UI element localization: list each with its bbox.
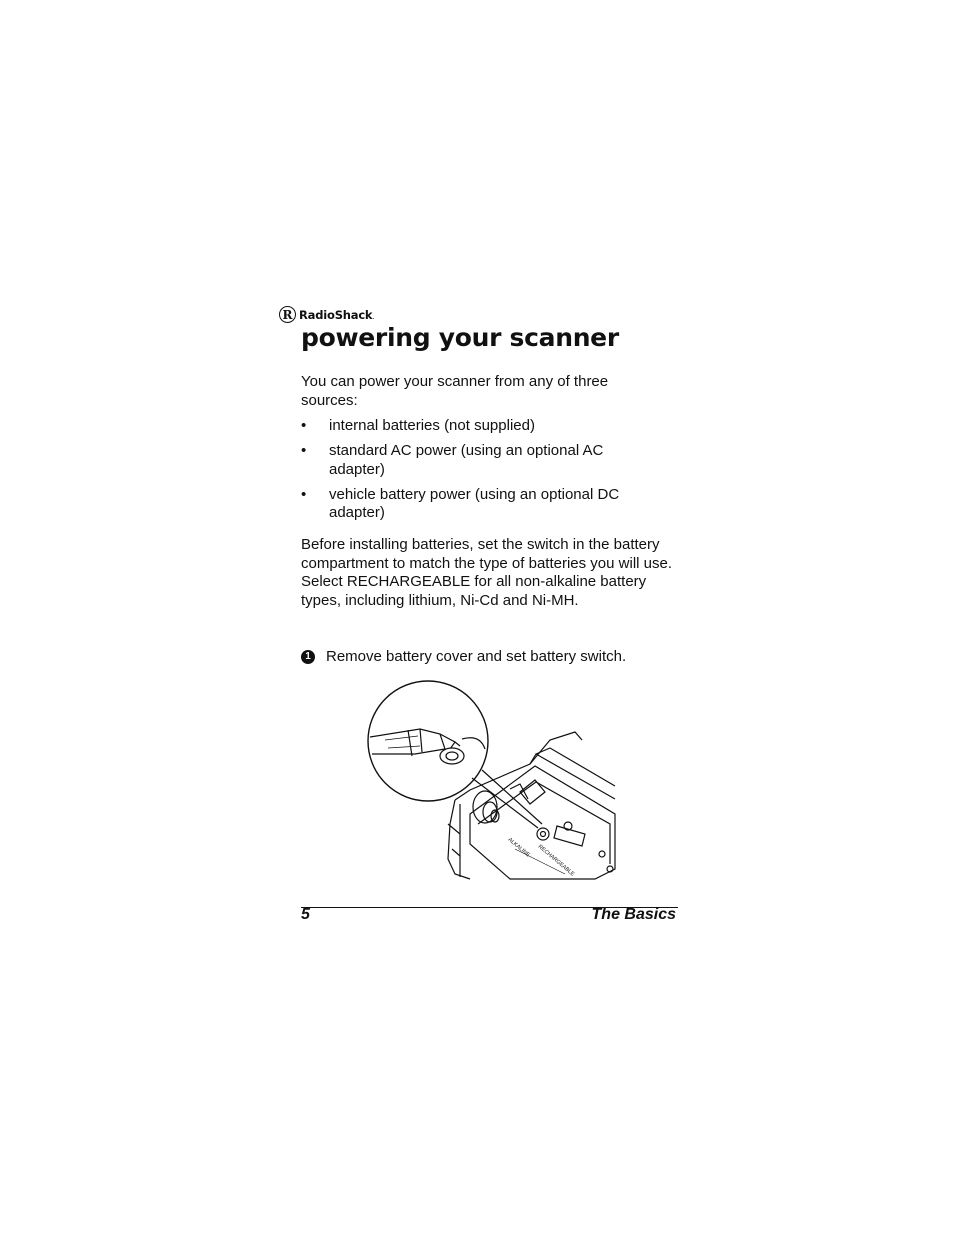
- section-name: The Basics: [591, 906, 676, 923]
- step-text: Remove battery cover and set battery switch.: [326, 648, 627, 665]
- radioshack-logo: [279, 306, 374, 323]
- list-item-text: standard AC power (using an optional AC adapter): [329, 442, 604, 478]
- battery-switch-paragraph: Before installing batteries, set the switch in the battery compartment to match the type of batteries you will use. Select RECHARGEABLE for all non-alkaline battery types, including lithium, Ni-Cd and Ni-MH.: [301, 536, 673, 609]
- list-item-text: vehicle battery power (using an optional DC adapter): [329, 485, 620, 521]
- logo-name: RadioShack: [299, 307, 373, 322]
- step-number-icon: 1: [301, 650, 315, 664]
- step-1: [301, 648, 626, 666]
- battery-compartment-illustration: [360, 674, 620, 884]
- switch-label-alkaline: ALKALINE: [506, 836, 531, 859]
- list-item: [301, 486, 631, 523]
- bullet-marker: •: [301, 442, 307, 459]
- bullet-marker: •: [301, 417, 307, 434]
- list-item-text: internal batteries (not supplied): [329, 417, 535, 434]
- bullet-marker: •: [301, 485, 307, 503]
- logo-suffix: .: [372, 312, 375, 321]
- intro-paragraph: You can power your scanner from any of three sources:: [301, 373, 609, 409]
- power-source-list: [301, 417, 631, 529]
- logo-badge: R: [279, 306, 296, 323]
- page-number: 5: [301, 906, 310, 923]
- page-title: powering your scanner: [301, 323, 619, 352]
- list-item: [301, 417, 631, 436]
- switch-label-rechargeable: RECHARGEABLE: [536, 843, 576, 878]
- logo-wordmark: [299, 308, 374, 322]
- list-item: [301, 442, 631, 479]
